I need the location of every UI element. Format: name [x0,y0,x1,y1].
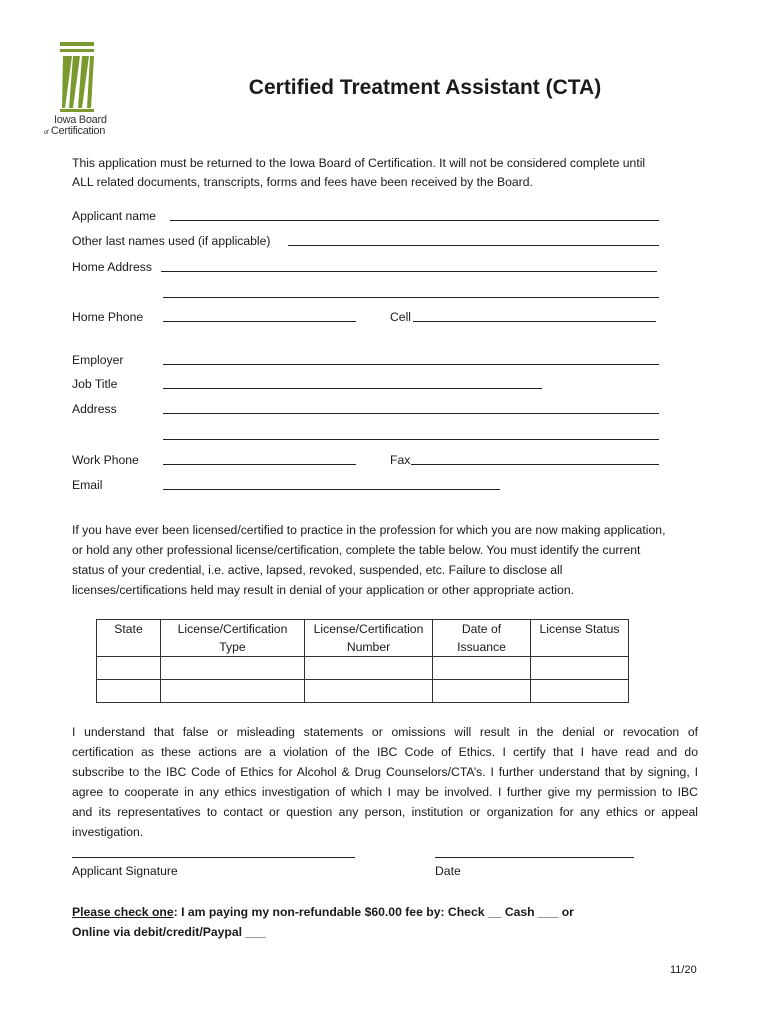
work-phone-label: Work Phone [72,453,139,467]
table-cell[interactable] [305,680,433,703]
applicant-signature-field[interactable] [72,857,355,858]
revision-date: 11/20 [670,964,697,976]
table-cell[interactable] [433,657,531,680]
applicant-name-label: Applicant name [72,209,157,223]
fee-options[interactable]: : I am paying my non-refundable $60.00 fee by: Check __ Cash ___ or [173,905,574,919]
table-cell[interactable] [161,680,305,703]
home-address-field-2[interactable] [163,297,659,298]
license-paragraph-line-2: or hold any other professional license/certification, complete the table below. You must identify the current [72,543,641,557]
fax-field[interactable] [411,464,659,465]
logo-line-2: of Certification [44,125,106,137]
intro-line-2: ALL related documents, transcripts, forms and fees have been received by the Board. [72,175,533,189]
fax-label: Fax [390,453,411,467]
address-field-1[interactable] [163,413,659,414]
table-cell[interactable] [161,657,305,680]
fee-line-2[interactable]: Online via debit/credit/Paypal ___ [72,925,266,939]
job-title-field[interactable] [163,388,542,389]
job-title-label: Job Title [72,377,118,391]
cell-field[interactable] [413,321,656,322]
home-phone-label: Home Phone [72,310,144,324]
table-cell[interactable] [97,657,161,680]
ethics-line-4: agree to cooperate in any ethics investigation of which I may be involved. I further give my permission to IBC [72,785,698,799]
address-label: Address [72,402,117,416]
table-header-state: State [97,620,161,657]
email-field[interactable] [163,489,500,490]
work-phone-field[interactable] [163,464,356,465]
table-row [97,680,629,703]
home-phone-field[interactable] [163,321,356,322]
table-row [97,657,629,680]
applicant-signature-label: Applicant Signature [72,864,178,878]
table-cell[interactable] [433,680,531,703]
license-paragraph-line-3: status of your credential, i.e. active, lapsed, revoked, suspended, etc. Failure to disclose all [72,563,563,577]
page-title: Certified Treatment Assistant (CTA) [248,76,602,99]
ethics-paragraph [72,722,698,842]
table-cell[interactable] [531,680,629,703]
date-label: Date [435,864,461,878]
ethics-line-6: investigation. [72,825,144,839]
table-header-row [97,620,629,657]
cell-label: Cell [390,310,411,324]
ethics-line-1: I understand that false or misleading statements or omissions will result in the denial or revocation of [72,725,698,739]
other-last-names-field[interactable] [288,245,659,246]
ethics-line-5: and its representatives to contact or question any person, institution or organization for any ethics or appeal [72,805,698,819]
logo-line-1: Iowa Board [54,114,107,126]
credentials-table [96,619,629,703]
home-address-field-1[interactable] [161,271,657,272]
employer-label: Employer [72,353,124,367]
address-field-2[interactable] [163,439,659,440]
fee-line-1 [72,902,574,922]
table-header-date-of-issuance: Date of Issuance [433,620,531,657]
home-address-label: Home Address [72,260,152,274]
table-cell[interactable] [305,657,433,680]
license-paragraph-line-4: licenses/certifications held may result in denial of your application or other appropriate action. [72,583,574,597]
license-paragraph-line-1: If you have ever been licensed/certified to practice in the profession for which you are now making application, [72,523,666,537]
table-header-license-status: License Status [531,620,629,657]
other-last-names-label: Other last names used (if applicable) [72,234,271,248]
ethics-line-3: subscribe to the IBC Code of Ethics for Alcohol & Drug Counselors/CTA’s. I further understand that by signing, I [72,765,698,779]
check-one-label: Please check one [72,905,174,919]
ethics-line-2: certification as these actions are a violation of the IBC Code of Ethics. I certify that I have read and do [72,745,698,759]
employer-field[interactable] [163,364,659,365]
email-label: Email [72,478,103,492]
table-cell[interactable] [97,680,161,703]
applicant-name-field[interactable] [170,220,659,221]
table-header-license-number: License/Certification Number [305,620,433,657]
table-header-license-type: License/Certification Type [161,620,305,657]
intro-line-1: This application must be returned to the Iowa Board of Certification. It will not be considered complete until [72,156,646,170]
table-cell[interactable] [531,657,629,680]
date-field[interactable] [435,857,634,858]
